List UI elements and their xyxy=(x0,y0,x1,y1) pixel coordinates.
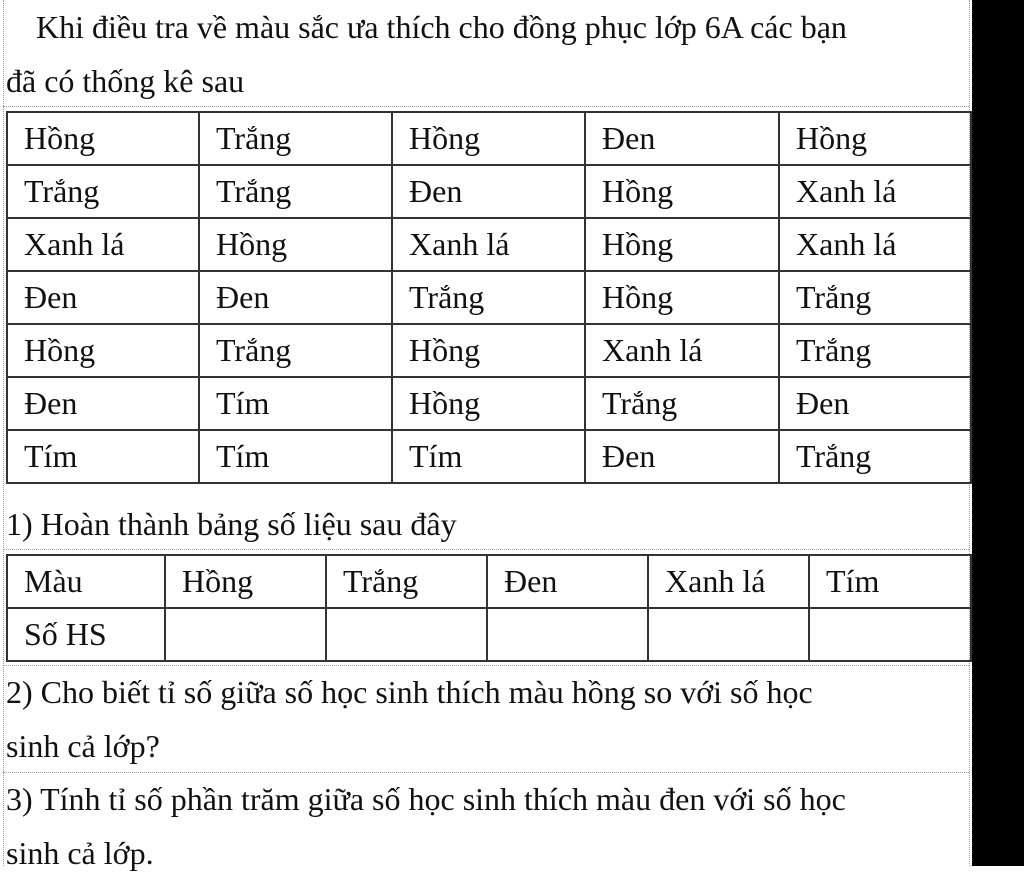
table-cell: Hồng xyxy=(7,112,199,165)
question-2-line-1: 2) Cho biết tỉ số giữa số học sinh thích màu hồng so với số học xyxy=(6,674,813,710)
table-cell: Hồng xyxy=(585,271,779,324)
table-cell: Trắng xyxy=(199,165,392,218)
table-cell: Trắng xyxy=(779,324,971,377)
count-cell[interactable] xyxy=(165,608,326,661)
table-cell: Trắng xyxy=(392,271,585,324)
dark-margin xyxy=(972,0,1024,866)
table-row xyxy=(7,165,971,218)
table-cell: Xanh lá xyxy=(779,165,971,218)
table-cell: Đen xyxy=(392,165,585,218)
question-3-line-2: sinh cả lớp. xyxy=(6,835,154,871)
table-cell: Xanh lá xyxy=(7,218,199,271)
table-cell: Đen xyxy=(779,377,971,430)
table-cell: Đen xyxy=(7,377,199,430)
header-cell: Hồng xyxy=(165,555,326,608)
header-cell: Tím xyxy=(809,555,971,608)
table-cell: Hồng xyxy=(7,324,199,377)
table-cell: Tím xyxy=(392,430,585,483)
question-2-line-2: sinh cả lớp? xyxy=(6,728,160,764)
question-1: 1) Hoàn thành bảng số liệu sau đây xyxy=(6,506,457,542)
intro-line-1: Khi điều tra về màu sắc ưa thích cho đồng phục lớp 6A các bạn xyxy=(36,9,847,45)
table-cell: Xanh lá xyxy=(392,218,585,271)
survey-table xyxy=(6,111,972,484)
table-cell: Trắng xyxy=(779,271,971,324)
table-cell: Hồng xyxy=(779,112,971,165)
table-row xyxy=(7,324,971,377)
table-row xyxy=(7,608,971,661)
table-cell: Hồng xyxy=(392,377,585,430)
table-cell: Tím xyxy=(7,430,199,483)
table-cell: Hồng xyxy=(392,324,585,377)
table-header-row xyxy=(7,555,971,608)
table-cell: Tím xyxy=(199,377,392,430)
table-cell: Hồng xyxy=(392,112,585,165)
table-cell: Hồng xyxy=(585,218,779,271)
header-cell: Đen xyxy=(487,555,648,608)
table-row xyxy=(7,271,971,324)
table-row xyxy=(7,377,971,430)
table-cell: Đen xyxy=(585,430,779,483)
table-cell: Đen xyxy=(585,112,779,165)
page-border-left xyxy=(3,0,4,866)
intro-line-2: đã có thống kê sau xyxy=(6,63,245,99)
header-cell: Trắng xyxy=(326,555,487,608)
table-row xyxy=(7,218,971,271)
table-cell: Đen xyxy=(7,271,199,324)
table-cell: Hồng xyxy=(199,218,392,271)
table-cell: Trắng xyxy=(199,324,392,377)
question-3-line-1: 3) Tính tỉ số phần trăm giữa số học sinh thích màu đen với số học xyxy=(6,781,846,817)
frequency-table xyxy=(6,554,972,662)
table-cell: Xanh lá xyxy=(779,218,971,271)
header-cell: Xanh lá xyxy=(648,555,809,608)
table-row xyxy=(7,430,971,483)
table-cell: Trắng xyxy=(199,112,392,165)
count-cell[interactable] xyxy=(809,608,971,661)
row-label-cell: Màu xyxy=(7,555,165,608)
count-cell[interactable] xyxy=(648,608,809,661)
table-cell: Trắng xyxy=(7,165,199,218)
table-cell: Đen xyxy=(199,271,392,324)
table-cell: Tím xyxy=(199,430,392,483)
table-cell: Trắng xyxy=(779,430,971,483)
table-row xyxy=(7,112,971,165)
count-cell[interactable] xyxy=(487,608,648,661)
row-label-cell: Số HS xyxy=(7,608,165,661)
count-cell[interactable] xyxy=(326,608,487,661)
table-cell: Xanh lá xyxy=(585,324,779,377)
table-cell: Hồng xyxy=(585,165,779,218)
table-cell: Trắng xyxy=(585,377,779,430)
